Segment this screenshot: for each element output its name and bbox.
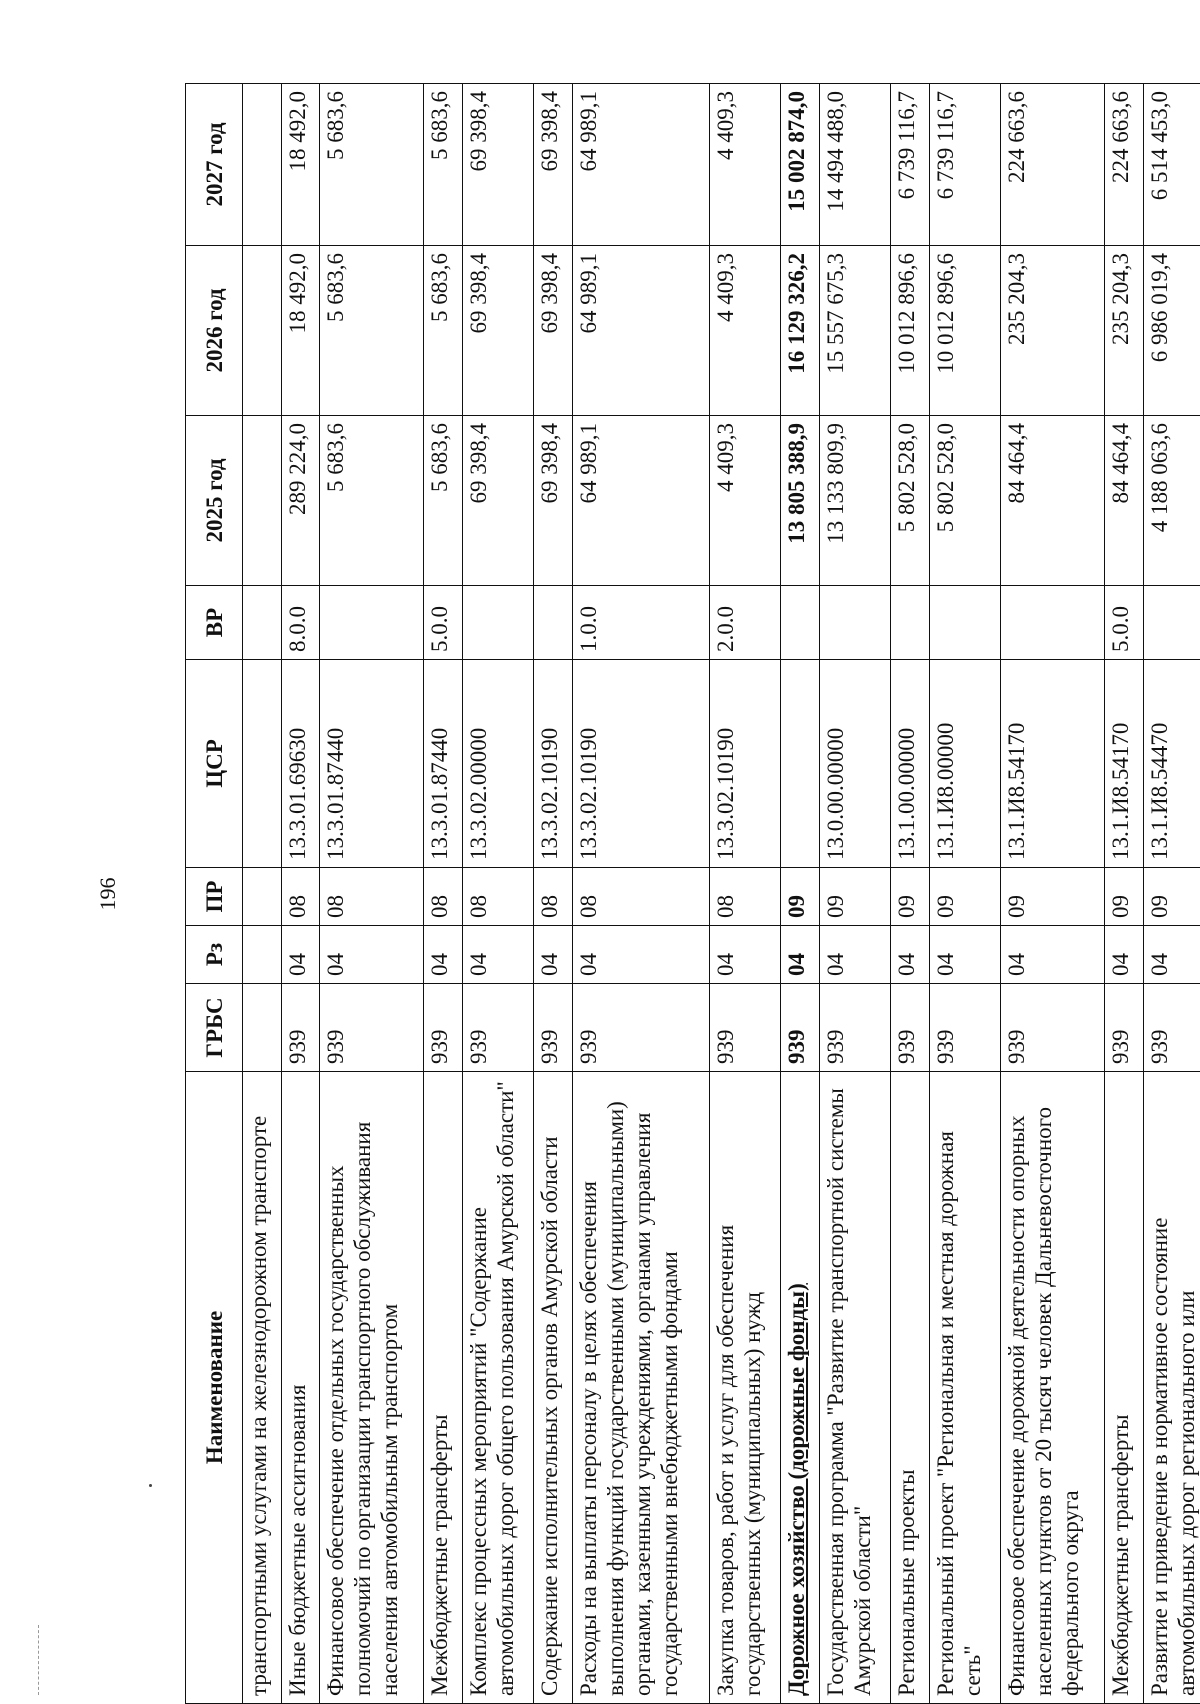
cell-name: Содержание исполнительных органов Амурской области: [534, 1072, 573, 1704]
table-row: [572, 84, 709, 1704]
header-vr: ВР: [186, 586, 243, 660]
cell-csr: 13.0.00.00000: [819, 660, 890, 868]
cell-y2027: 5 683,6: [320, 84, 424, 246]
cell-y2025: 5 802 528,0: [890, 416, 929, 586]
cell-y2025: 84 464,4: [1000, 416, 1104, 586]
table-row: [243, 84, 282, 1704]
cell-y2026: 235 204,3: [1000, 246, 1104, 416]
cell-pr: 09: [780, 868, 819, 926]
cell-pr: 09: [929, 868, 1000, 926]
cell-csr: 13.1.00.00000: [890, 660, 929, 868]
cell-grbs: 939: [462, 984, 533, 1072]
cell-y2025: 13 133 809,9: [819, 416, 890, 586]
cell-y2027: 6 739 116,7: [890, 84, 929, 246]
cell-y2025: 84 464,4: [1104, 416, 1143, 586]
cell-grbs: 939: [1000, 984, 1104, 1072]
table-row: [1143, 84, 1200, 1704]
table-row: [819, 84, 890, 1704]
cell-vr: [320, 586, 424, 660]
cell-y2026: 18 492,0: [281, 246, 320, 416]
cell-y2026: 4 409,3: [709, 246, 780, 416]
table-row: [929, 84, 1000, 1704]
cell-grbs: 939: [780, 984, 819, 1072]
cell-vr: 1.0.0: [572, 586, 709, 660]
header-2027: 2027 год: [186, 84, 243, 246]
table-row: [890, 84, 929, 1704]
cell-pr: 08: [709, 868, 780, 926]
header-2025: 2025 год: [186, 416, 243, 586]
cell-csr: [243, 660, 282, 868]
cell-y2026: 10 012 896,6: [890, 246, 929, 416]
cell-y2026: 69 398,4: [462, 246, 533, 416]
cell-rz: 04: [1143, 926, 1200, 984]
cell-y2026: 5 683,6: [424, 246, 463, 416]
cell-vr: [929, 586, 1000, 660]
cell-rz: 04: [819, 926, 890, 984]
cell-pr: 08: [424, 868, 463, 926]
cell-rz: 04: [281, 926, 320, 984]
table-row: [424, 84, 463, 1704]
cell-grbs: 939: [819, 984, 890, 1072]
cell-vr: [780, 586, 819, 660]
cell-name: Развитие и приведение в нормативное состояние автомобильных дорог регионального или: [1143, 1072, 1200, 1704]
cell-grbs: 939: [534, 984, 573, 1072]
cell-grbs: 939: [1104, 984, 1143, 1072]
scan-stray-dot: [149, 1484, 152, 1487]
cell-csr: 13.3.02.10190: [709, 660, 780, 868]
table-row: [534, 84, 573, 1704]
cell-y2025: 13 805 388,9: [780, 416, 819, 586]
cell-pr: 09: [1000, 868, 1104, 926]
cell-vr: [1143, 586, 1200, 660]
cell-y2027: 5 683,6: [424, 84, 463, 246]
cell-y2026: 15 557 675,3: [819, 246, 890, 416]
cell-y2026: 6 986 019,4: [1143, 246, 1200, 416]
cell-grbs: 939: [890, 984, 929, 1072]
cell-csr: 13.3.02.00000: [462, 660, 533, 868]
cell-y2027: 69 398,4: [462, 84, 533, 246]
header-pr: ПР: [186, 868, 243, 926]
page-number: 196: [96, 874, 120, 914]
cell-pr: 08: [462, 868, 533, 926]
cell-y2026: 64 989,1: [572, 246, 709, 416]
cell-pr: 08: [534, 868, 573, 926]
cell-vr: [462, 586, 533, 660]
cell-grbs: 939: [320, 984, 424, 1072]
cell-vr: [890, 586, 929, 660]
cell-y2027: 69 398,4: [534, 84, 573, 246]
cell-y2025: 4 409,3: [709, 416, 780, 586]
table-body: [243, 84, 1200, 1704]
cell-rz: 04: [1000, 926, 1104, 984]
rotated-table-frame: [185, 84, 1200, 1704]
cell-y2025: 5 683,6: [320, 416, 424, 586]
cell-y2025: 5 802 528,0: [929, 416, 1000, 586]
header-grbs: ГРБС: [186, 984, 243, 1072]
cell-y2027: 224 663,6: [1104, 84, 1143, 246]
cell-csr: 13.3.01.69630: [281, 660, 320, 868]
cell-name: Комплекс процессных мероприятий "Содержание автомобильных дорог общего пользования Амурской области": [462, 1072, 533, 1704]
table-row: [281, 84, 320, 1704]
cell-rz: 04: [462, 926, 533, 984]
cell-grbs: 939: [281, 984, 320, 1072]
cell-y2025: 4 188 063,6: [1143, 416, 1200, 586]
header-rz: Рз: [186, 926, 243, 984]
cell-vr: 5.0.0: [1104, 586, 1143, 660]
cell-csr: 13.1.И8.00000: [929, 660, 1000, 868]
cell-name: Региональный проект "Региональная и местная дорожная сеть": [929, 1072, 1000, 1704]
cell-name: Расходы на выплаты персоналу в целях обеспечения выполнения функций государственными (муниципальными) органами, казенными учреждениями, органами управления государственными внебюджетными фондами: [572, 1072, 709, 1704]
cell-vr: [819, 586, 890, 660]
cell-rz: 04: [890, 926, 929, 984]
cell-y2027: 15 002 874,0: [780, 84, 819, 246]
cell-y2027: 64 989,1: [572, 84, 709, 246]
cell-y2027: 14 494 488,0: [819, 84, 890, 246]
header-name: Наименование: [186, 1072, 243, 1704]
cell-pr: 09: [1143, 868, 1200, 926]
cell-grbs: 939: [424, 984, 463, 1072]
cell-csr: [780, 660, 819, 868]
cell-vr: 5.0.0: [424, 586, 463, 660]
cell-y2026: 235 204,3: [1104, 246, 1143, 416]
cell-grbs: [243, 984, 282, 1072]
cell-vr: [1000, 586, 1104, 660]
cell-name: Дорожное хозяйство (дорожные фонды): [780, 1072, 819, 1704]
cell-csr: 13.3.01.87440: [320, 660, 424, 868]
cell-y2026: 5 683,6: [320, 246, 424, 416]
cell-csr: 13.3.01.87440: [424, 660, 463, 868]
cell-grbs: 939: [1143, 984, 1200, 1072]
cell-y2027: 6 739 116,7: [929, 84, 1000, 246]
cell-name: транспортными услугами на железнодорожном транспорте: [243, 1072, 282, 1704]
cell-csr: 13.1.И8.54170: [1000, 660, 1104, 868]
cell-name: Иные бюджетные ассигнования: [281, 1072, 320, 1704]
cell-rz: 04: [709, 926, 780, 984]
table-row: [709, 84, 780, 1704]
cell-y2025: 289 224,0: [281, 416, 320, 586]
cell-name: Межбюджетные трансферты: [424, 1072, 463, 1704]
cell-y2026: [243, 246, 282, 416]
cell-csr: 13.1.И8.54470: [1143, 660, 1200, 868]
header-csr: ЦСР: [186, 660, 243, 868]
cell-y2027: 6 514 453,0: [1143, 84, 1200, 246]
cell-pr: 09: [1104, 868, 1143, 926]
cell-pr: 09: [819, 868, 890, 926]
table-row: [1000, 84, 1104, 1704]
cell-y2025: 64 989,1: [572, 416, 709, 586]
cell-y2025: [243, 416, 282, 586]
cell-y2027: 4 409,3: [709, 84, 780, 246]
cell-pr: 08: [572, 868, 709, 926]
table-row: [320, 84, 424, 1704]
cell-name: Региональные проекты: [890, 1072, 929, 1704]
cell-y2027: 18 492,0: [281, 84, 320, 246]
cell-rz: 04: [780, 926, 819, 984]
cell-rz: 04: [534, 926, 573, 984]
cell-y2025: 69 398,4: [462, 416, 533, 586]
cell-grbs: 939: [709, 984, 780, 1072]
cell-y2027: 224 663,6: [1000, 84, 1104, 246]
cell-vr: [534, 586, 573, 660]
cell-y2027: [243, 84, 282, 246]
cell-y2026: 10 012 896,6: [929, 246, 1000, 416]
table-row: [462, 84, 533, 1704]
table-header-row: [186, 84, 243, 1704]
cell-y2026: 69 398,4: [534, 246, 573, 416]
table-row: [780, 84, 819, 1704]
cell-name: Финансовое обеспечение отдельных государственных полномочий по организации транспортного обслуживания населения автомобильным транспортом: [320, 1072, 424, 1704]
cell-vr: 2.0.0: [709, 586, 780, 660]
cell-rz: 04: [929, 926, 1000, 984]
cell-pr: [243, 868, 282, 926]
cell-name: Закупка товаров, работ и услуг для обеспечения государственных (муниципальных) нужд: [709, 1072, 780, 1704]
header-2026: 2026 год: [186, 246, 243, 416]
cell-name: Государственная программа "Развитие транспортной системы Амурской области": [819, 1072, 890, 1704]
cell-rz: 04: [320, 926, 424, 984]
cell-y2025: 69 398,4: [534, 416, 573, 586]
cell-vr: [243, 586, 282, 660]
cell-pr: 08: [281, 868, 320, 926]
cell-y2026: 16 129 326,2: [780, 246, 819, 416]
cell-grbs: 939: [572, 984, 709, 1072]
cell-rz: 04: [424, 926, 463, 984]
cell-csr: 13.1.И8.54170: [1104, 660, 1143, 868]
cell-rz: 04: [572, 926, 709, 984]
cell-rz: 04: [1104, 926, 1143, 984]
scan-edge-mark: [38, 1625, 41, 1695]
cell-grbs: 939: [929, 984, 1000, 1072]
cell-vr: 8.0.0: [281, 586, 320, 660]
cell-name: Межбюджетные трансферты: [1104, 1072, 1143, 1704]
cell-pr: 08: [320, 868, 424, 926]
cell-csr: 13.3.02.10190: [572, 660, 709, 868]
budget-table: [185, 83, 1200, 1704]
cell-y2025: 5 683,6: [424, 416, 463, 586]
table-row: [1104, 84, 1143, 1704]
cell-pr: 09: [890, 868, 929, 926]
cell-csr: 13.3.02.10190: [534, 660, 573, 868]
cell-rz: [243, 926, 282, 984]
cell-name: Финансовое обеспечение дорожной деятельности опорных населенных пунктов от 20 тысяч человек Дальневосточного федерального округа: [1000, 1072, 1104, 1704]
